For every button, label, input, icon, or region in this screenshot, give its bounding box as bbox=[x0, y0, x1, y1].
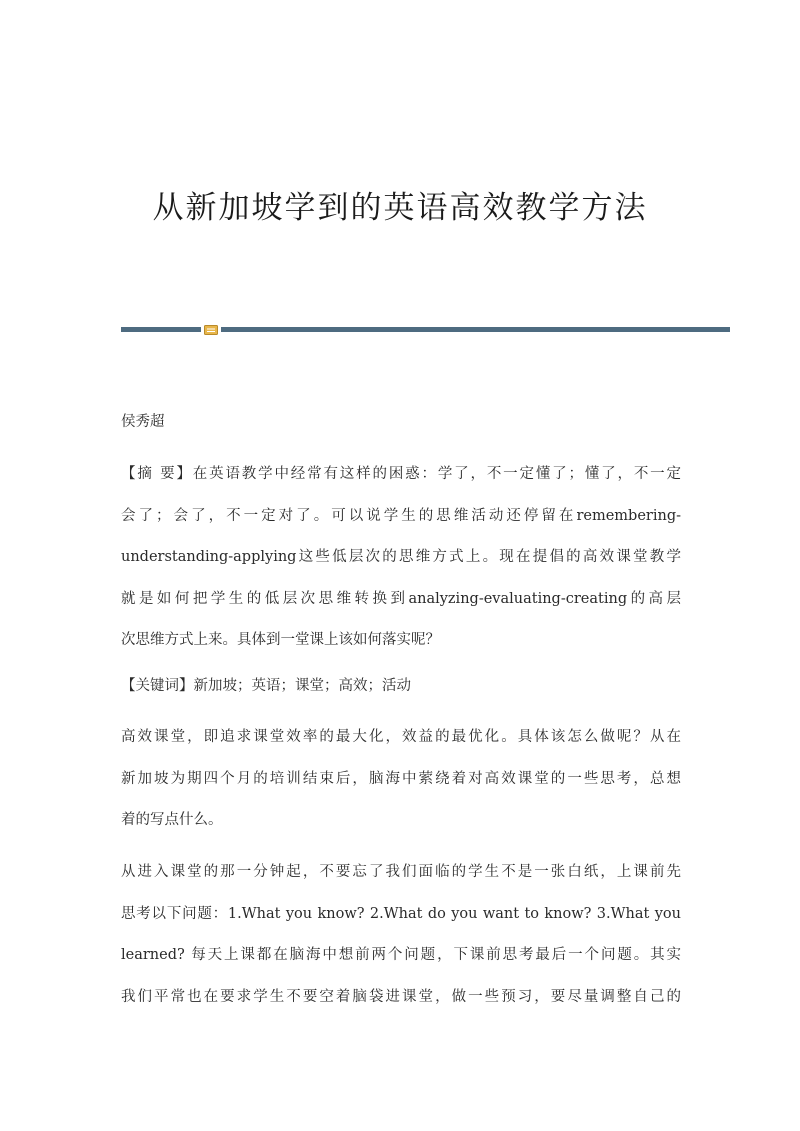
divider-bar-left bbox=[121, 327, 201, 332]
paragraph-1-line-2: 新加坡为期四个月的培训结束后，脑海中萦绕着对高效课堂的一些思考，总想 bbox=[121, 770, 681, 787]
paragraph-2-line-2: 思考以下问题：1.What you know? 2.What do you want to know? 3.What you bbox=[121, 905, 681, 922]
keywords-text: 新加坡；英语；课堂；高效；活动 bbox=[193, 678, 411, 694]
abstract-label: 【摘 要】 bbox=[121, 466, 193, 482]
divider-bar-right bbox=[221, 327, 730, 332]
abstract bbox=[121, 454, 681, 662]
paragraph-1-line-3: 着的写点什么。 bbox=[121, 812, 223, 828]
title-divider bbox=[121, 325, 730, 335]
abstract-line-5: 次思维方式上来。具体到一堂课上该如何落实呢？ bbox=[121, 632, 440, 648]
document-title: 从新加坡学到的英语高效教学方法 bbox=[152, 190, 648, 226]
abstract-line-2: 会了；会了，不一定对了。可以说学生的思维活动还停留在remembering- bbox=[121, 507, 681, 524]
document-icon bbox=[204, 325, 218, 335]
author-name: 侯秀超 bbox=[121, 414, 165, 430]
keywords bbox=[121, 674, 681, 695]
paragraph-2-line-4: 我们平常也在要求学生不要空着脑袋进课堂，做一些预习，要尽量调整自己的 bbox=[121, 988, 681, 1005]
paragraph-1-line-1: 高效课堂，即追求课堂效率的最大化，效益的最优化。具体该怎么做呢？从在 bbox=[121, 729, 681, 745]
keywords-label: 【关键词】 bbox=[121, 678, 194, 694]
abstract-line-1: 【摘 要】在英语教学中经常有这样的困惑：学了，不一定懂了；懂了，不一定 bbox=[121, 466, 682, 482]
paragraph-2-line-1: 从进入课堂的那一分钟起，不要忘了我们面临的学生不是一张白纸，上课前先 bbox=[121, 864, 681, 880]
abstract-line-3: understanding-applying这些低层次的思维方式上。现在提倡的高效课堂教学 bbox=[121, 549, 681, 565]
abstract-line-4: 就是如何把学生的低层次思维转换到analyzing-evaluating-creating的高层 bbox=[121, 590, 681, 607]
paragraph-2-line-3: learned? 每天上课都在脑海中想前两个问题，下课前思考最后一个问题。其实 bbox=[121, 947, 681, 963]
paragraph-1 bbox=[121, 717, 681, 842]
paragraph-2 bbox=[121, 852, 681, 1018]
